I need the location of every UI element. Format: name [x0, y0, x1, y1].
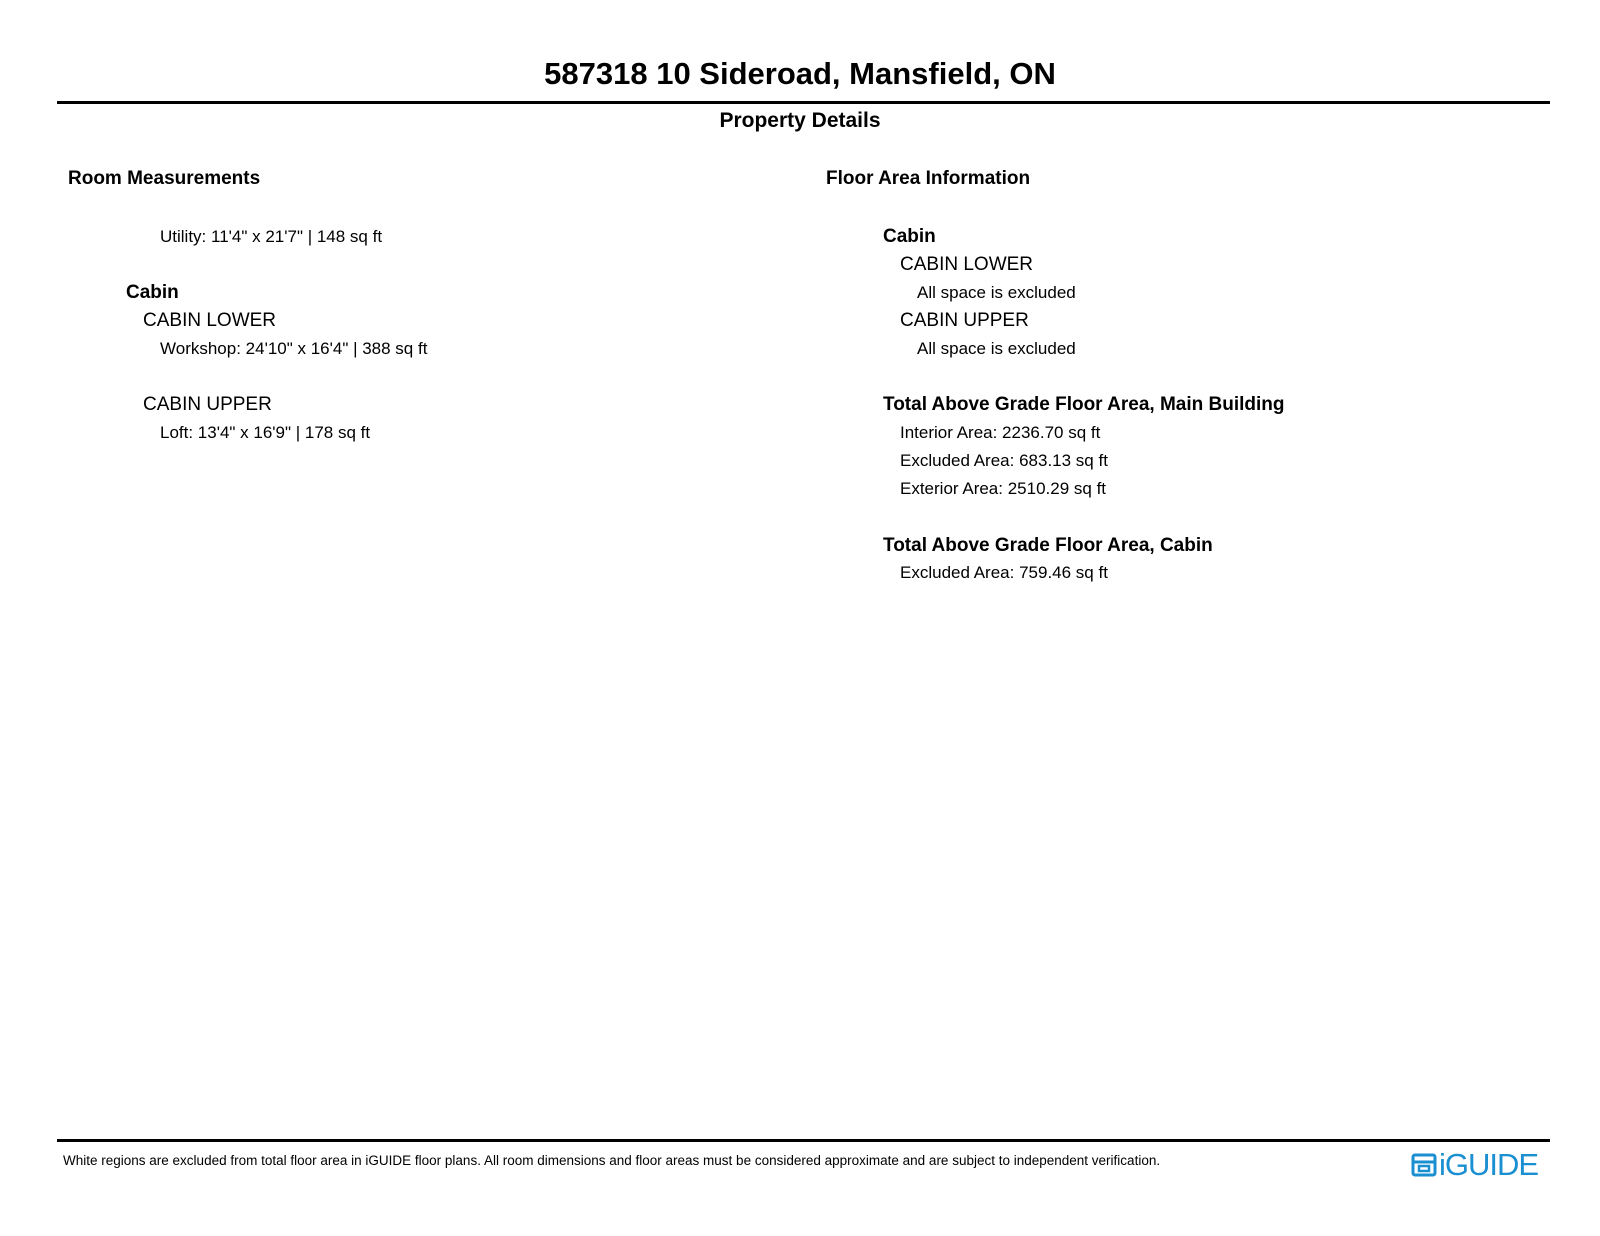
footer-divider: [57, 1139, 1550, 1142]
iguide-logo-icon: [1411, 1152, 1437, 1178]
iguide-logo-text: iGUIDE: [1439, 1147, 1539, 1182]
room-utility: Utility: 11'4" x 21'7" | 148 sq ft: [160, 227, 383, 246]
room-level-cabin-upper: CABIN UPPER: [143, 394, 272, 415]
header-divider: [57, 101, 1550, 104]
footer-disclaimer: White regions are excluded from total floor area in iGUIDE floor plans. All room dimensions and floor areas must be considered approximate and are subject to independent verification.: [63, 1153, 1161, 1168]
floor-area-cabin-lower: CABIN LOWER: [900, 254, 1034, 275]
cabin-excluded-area: Excluded Area: 759.46 sq ft: [900, 563, 1108, 582]
floor-area-heading: Floor Area Information: [826, 168, 1031, 189]
floor-area-cabin-upper: CABIN UPPER: [900, 310, 1029, 331]
main-building-excluded-area: Excluded Area: 683.13 sq ft: [900, 451, 1108, 470]
page-title: 587318 10 Sideroad, Mansfield, ON: [544, 56, 1056, 91]
iguide-logo: [1411, 1149, 1538, 1181]
main-building-exterior-area: Exterior Area: 2510.29 sq ft: [900, 479, 1107, 498]
room-measurements-heading: Room Measurements: [68, 168, 261, 189]
room-group-cabin: Cabin: [126, 282, 179, 303]
page-subtitle: Property Details: [719, 109, 881, 132]
floor-area-cabin-lower-note: All space is excluded: [917, 283, 1076, 302]
room-workshop: Workshop: 24'10" x 16'4" | 388 sq ft: [160, 339, 428, 358]
room-loft: Loft: 13'4" x 16'9" | 178 sq ft: [160, 423, 371, 442]
cabin-total-heading: Total Above Grade Floor Area, Cabin: [883, 535, 1213, 556]
floor-area-cabin-upper-note: All space is excluded: [917, 339, 1076, 358]
room-level-cabin-lower: CABIN LOWER: [143, 310, 277, 331]
floor-area-cabin: Cabin: [883, 226, 936, 247]
main-building-total-heading: Total Above Grade Floor Area, Main Building: [883, 394, 1285, 415]
main-building-interior-area: Interior Area: 2236.70 sq ft: [900, 423, 1101, 442]
